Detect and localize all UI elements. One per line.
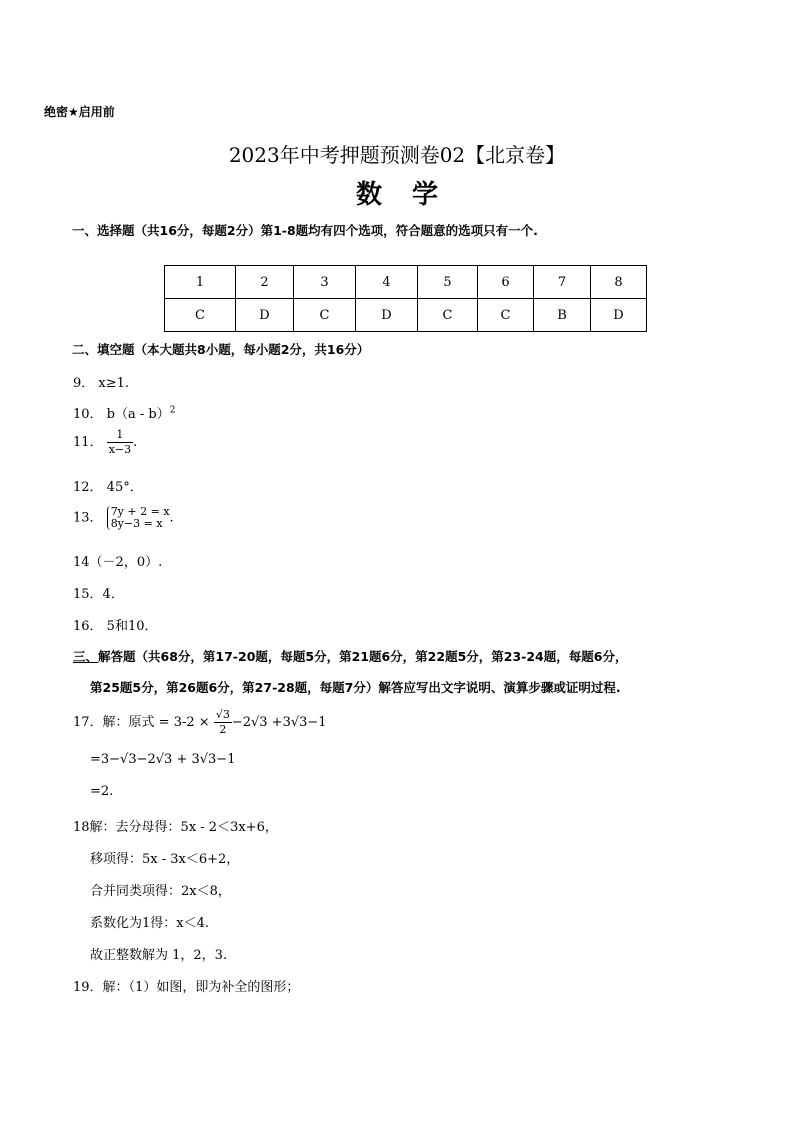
table-cell: 4 (356, 266, 418, 299)
answer-q10-text: 10． b（a - b） (73, 407, 170, 422)
answer-table-answer-row (165, 299, 647, 332)
answer-q11-number: 11． (73, 435, 103, 450)
table-cell: D (236, 299, 294, 332)
table-cell: 6 (478, 266, 534, 299)
q17-step-2: =3−√3−2√3 + 3√3−1 (90, 752, 236, 767)
q18-step-4: 系数化为1得：x＜4. (90, 916, 210, 931)
table-cell: 7 (534, 266, 591, 299)
table-cell: 1 (165, 266, 236, 299)
fraction-numerator: √3 (215, 708, 230, 721)
q17-fraction (214, 708, 232, 737)
fraction-denominator: 2 (219, 723, 227, 736)
table-cell: D (591, 299, 647, 332)
q18-step-5: 故正整数解为 1，2，3. (90, 948, 228, 963)
table-cell: 3 (294, 266, 356, 299)
q17-prefix: 17．解：原式 = 3-2 × (73, 715, 210, 730)
table-cell: 5 (418, 266, 478, 299)
subject-title: 数学 (355, 180, 468, 210)
solution-q17 (73, 708, 327, 737)
q18-step-1: 18解：去分母得：5x - 2＜3x+6， (73, 820, 278, 835)
section-1-heading: 一、选择题（共16分，每题2分）第1-8题均有四个选项，符合题意的选项只有一个. (72, 223, 538, 238)
section-3-heading-text: 解答题（共68分，第17-20题，每题5分，第21题6分，第22题5分，第23-24题，每题6分， (98, 649, 628, 664)
q17-step-3: =2. (90, 784, 114, 799)
table-cell: 2 (236, 266, 294, 299)
fraction-denominator: x−3 (108, 443, 132, 456)
answer-table-number-row (165, 266, 647, 299)
table-cell: C (165, 299, 236, 332)
equation-line-1: 7y + 2 = x (110, 505, 170, 518)
answer-q11-fraction (107, 428, 133, 457)
answer-q11-period: . (133, 435, 138, 450)
answer-q12: 12． 45°． (73, 480, 143, 495)
answer-q11 (73, 428, 137, 457)
table-cell: C (294, 299, 356, 332)
answer-q13-period: . (169, 510, 174, 526)
table-cell: D (356, 299, 418, 332)
section-3-heading (73, 647, 627, 665)
answer-q9: 9． x≥1. (73, 376, 130, 391)
q18-step-2: 移项得：5x - 3x＜6+2， (90, 852, 240, 867)
answer-q14: 14（－2，0）. (73, 555, 163, 570)
table-cell: C (478, 299, 534, 332)
section-3-heading-line-2: 第25题5分，第26题6分，第27-28题，每题7分）解答应写出文字说明、演算步骤或证明过程. (90, 680, 621, 695)
answer-q13-number: 13． (73, 510, 103, 526)
table-cell: C (418, 299, 478, 332)
exam-title: 2023年中考押题预测卷02【北京卷】 (228, 143, 566, 167)
q19-step-1: 19．解：（1）如图，即为补全的图形； (73, 980, 300, 995)
answer-q16: 16． 5和10． (73, 619, 158, 634)
answer-q13 (73, 506, 174, 530)
q17-suffix: −2√3 +3√3−1 (231, 715, 327, 730)
section-3-number: 三、 (73, 649, 99, 664)
equation-system (107, 506, 170, 530)
fraction-numerator: 1 (107, 428, 133, 443)
table-cell: B (534, 299, 591, 332)
answer-q10 (73, 403, 175, 422)
q18-step-3: 合并同类项得：2x＜8， (90, 884, 231, 899)
answer-q15: 15．4． (73, 587, 124, 602)
section-2-heading: 二、填空题（本大题共8小题，每小题2分，共16分） (72, 342, 370, 357)
answer-table (164, 265, 647, 332)
equation-line-2: 8y−3 = x (110, 517, 163, 530)
answer-q10-exponent: 2 (169, 405, 176, 416)
table-cell: 8 (591, 266, 647, 299)
confidential-label: 绝密★启用前 (44, 105, 115, 119)
